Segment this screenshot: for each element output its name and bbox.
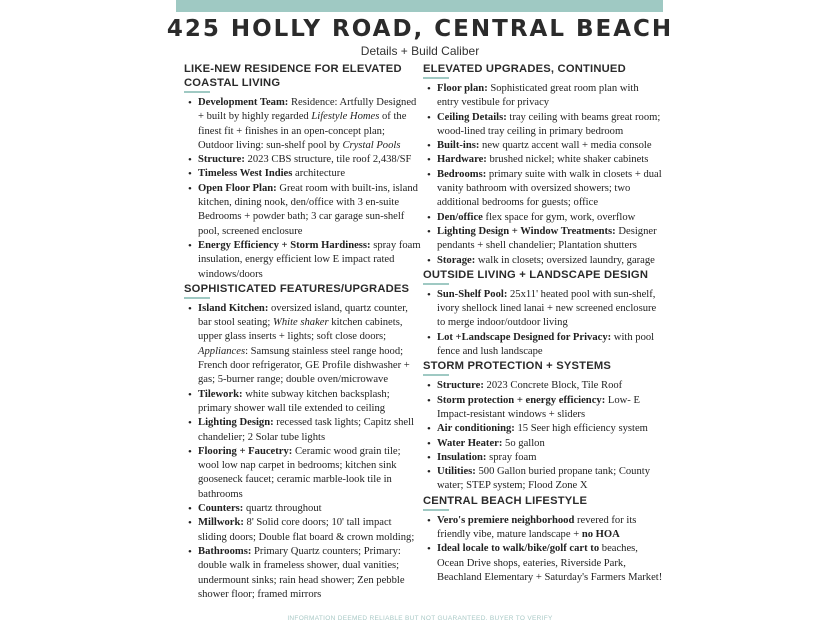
list-item bbox=[198, 96, 422, 153]
list-item bbox=[437, 82, 663, 111]
item-text: Designer pendants + shell chandelier; Plantation shutters bbox=[437, 225, 657, 252]
item-text: 2023 CBS structure, tile roof 2,438/SF bbox=[244, 154, 412, 166]
heading-underline bbox=[423, 283, 449, 285]
left-column bbox=[184, 62, 422, 602]
item-text: revered for its friendly vibe, mature landscape + bbox=[437, 514, 637, 541]
section-heading: CENTRAL BEACH LIFESTYLE bbox=[423, 494, 588, 507]
item-label: Structure: bbox=[437, 380, 484, 392]
item-label: Counters: bbox=[198, 503, 244, 515]
item-label: Insulation: bbox=[437, 451, 487, 463]
list-item bbox=[198, 445, 422, 502]
item-label: no HOA bbox=[581, 529, 620, 541]
item-text: Residence: Artfully Designed + built by highly regarded bbox=[198, 97, 417, 123]
item-label: Storm protection + energy efficiency: bbox=[437, 394, 606, 406]
list-item bbox=[198, 167, 422, 181]
heading-underline bbox=[423, 509, 449, 511]
item-text: tray ceiling with beams great room; wood-lined tray ceiling in primary bedroom bbox=[437, 111, 661, 137]
list-item bbox=[198, 182, 422, 239]
list-item bbox=[437, 437, 663, 451]
item-text: walk in closets; oversized laundry, garage bbox=[475, 254, 655, 266]
item-label: Tilework: bbox=[198, 388, 243, 400]
heading-underline bbox=[423, 374, 449, 376]
item-label: Ideal locale to walk/bike/golf cart to bbox=[437, 543, 600, 555]
item-label: Sun-Shelf Pool: bbox=[437, 288, 508, 300]
section-heading: LIKE-NEW RESIDENCE FOR ELEVATED COASTAL LIVING bbox=[184, 63, 402, 89]
item-text: Primary Quartz counters; Primary: double walk in frameless shower, dual vanities; undermount sinks; rain head shower; Zen pebble shower floor; framed mirrors bbox=[198, 545, 405, 600]
list-item bbox=[198, 502, 422, 516]
item-text: architecture bbox=[292, 168, 346, 180]
item-label: Vero's premiere neighborhood bbox=[437, 514, 575, 526]
item-text: recessed task lights; Capitz shell chandelier; 2 Solar tube lights bbox=[198, 417, 414, 443]
item-label: Lighting Design + Window Treatments: bbox=[437, 225, 616, 237]
item-text: flex space for gym, work, overflow bbox=[482, 211, 636, 223]
page-subtitle: Details + Build Caliber bbox=[360, 44, 480, 58]
item-text: Low- E Impact-resistant windows + sliders bbox=[437, 394, 640, 420]
section-heading: ELEVATED UPGRADES, CONTINUED bbox=[423, 63, 626, 75]
item-text: new quartz accent wall + media console bbox=[479, 140, 652, 152]
item-label: Ceiling Details: bbox=[437, 111, 507, 123]
heading-underline bbox=[423, 77, 449, 79]
item-label: Lighting Design: bbox=[198, 417, 274, 429]
list-item bbox=[198, 153, 422, 167]
list-item bbox=[437, 422, 663, 436]
item-text: Great room with built-ins, island kitchen, dining nook, den/office with 3 en-suite Bedrooms + powder bath; 3 car garage sun-shelf pool, screened enclosure bbox=[198, 182, 418, 237]
list-item bbox=[437, 379, 663, 393]
item-text: brushed nickel; white shaker cabinets bbox=[486, 154, 649, 166]
item-text: oversized island, quartz counter, bar stool seating; bbox=[198, 302, 408, 329]
list-item bbox=[437, 465, 663, 494]
list-item bbox=[437, 514, 663, 543]
item-text: 2023 Concrete Block, Tile Roof bbox=[483, 380, 623, 392]
item-text: spray foam bbox=[486, 451, 537, 463]
list-item bbox=[437, 111, 663, 140]
bullet-list bbox=[184, 302, 422, 602]
item-text: kitchen cabinets, upper glass inserts + lights; soft close doors; bbox=[198, 317, 403, 343]
heading-underline bbox=[184, 297, 210, 299]
section bbox=[423, 494, 663, 585]
item-label: Lot +Landscape Designed for Privacy: bbox=[437, 331, 612, 343]
item-text: 8' Solid core doors; 10' tall impact sliding doors; Double flat board & crown molding; bbox=[198, 517, 415, 543]
bullet-list bbox=[423, 379, 663, 493]
bullet-list bbox=[423, 82, 663, 268]
item-label: Built-ins: bbox=[437, 140, 480, 152]
list-item bbox=[198, 416, 422, 445]
list-item bbox=[437, 288, 663, 331]
item-text: 25x11' heated pool with sun-shelf, ivory shellock lined lanai + new screened enclosure to merge indoor/outdoor living bbox=[437, 288, 657, 329]
item-text: with pool fence and lush landscape bbox=[437, 331, 655, 358]
item-label: Water Heater: bbox=[437, 437, 503, 449]
list-item bbox=[437, 225, 663, 254]
item-text: white subway kitchen backsplash; primary shower wall tile extended to ceiling bbox=[198, 388, 390, 414]
section-heading: OUTSIDE LIVING + LANDSCAPE DESIGN bbox=[423, 268, 649, 281]
item-label: Millwork: bbox=[198, 517, 244, 529]
item-text: of the finest fit + finishes in an open-concept plan; Outdoor living: sun-shelf pool by bbox=[198, 111, 407, 151]
list-item bbox=[437, 139, 663, 153]
item-label: Flooring + Faucetry: bbox=[198, 445, 293, 457]
item-label: Island Kitchen: bbox=[198, 302, 269, 314]
item-text: Appliances bbox=[198, 345, 246, 357]
list-item bbox=[198, 239, 422, 282]
item-label: Floor plan: bbox=[437, 83, 488, 94]
section-heading: SOPHISTICATED FEATURES/UPGRADES bbox=[184, 282, 410, 295]
list-item bbox=[198, 388, 422, 417]
item-label: Utilities: bbox=[437, 466, 476, 478]
bullet-list bbox=[423, 514, 663, 585]
item-text: Ceramic wood grain tile; wool low nap carpet in bedrooms; kitchen sink gooseneck faucet; ceramic marble-look tile in bathrooms bbox=[198, 445, 401, 500]
item-text: 5o gallon bbox=[502, 437, 545, 449]
item-text: 15 Seer high efficiency system bbox=[514, 423, 648, 435]
item-label: Hardware: bbox=[437, 154, 487, 166]
right-column bbox=[423, 62, 663, 585]
list-item bbox=[437, 331, 663, 360]
section bbox=[423, 268, 663, 359]
footer-disclaimer: INFORMATION DEEMED RELIABLE BUT NOT GUARANTEED. BUYER TO VERIFY bbox=[287, 615, 553, 622]
item-label: Bedrooms: bbox=[437, 168, 487, 180]
item-text: Crystal Pools bbox=[342, 139, 401, 151]
item-label: Storage: bbox=[437, 254, 476, 266]
list-item bbox=[198, 545, 422, 602]
item-text: : Samsung stainless steel range hood; French door refrigerator, GE Profile dishwasher + gas; 5-burner range; double oven/microwave bbox=[198, 345, 410, 386]
heading-underline bbox=[184, 91, 210, 93]
section bbox=[423, 359, 663, 493]
list-item bbox=[437, 542, 663, 585]
item-text: Lifestyle Homes bbox=[311, 111, 380, 123]
list-item bbox=[437, 394, 663, 423]
item-label: Air conditioning: bbox=[437, 423, 515, 435]
item-text: primary suite with walk in closets + dual vanity bathroom with oversized showers; two additional bedrooms for guests; office bbox=[437, 168, 662, 209]
item-label: Structure: bbox=[198, 154, 245, 166]
page-title: 425 HOLLY ROAD, CENTRAL BEACH bbox=[166, 16, 674, 42]
list-item bbox=[437, 168, 663, 211]
item-label: Den/office bbox=[437, 211, 483, 223]
item-text: 500 Gallon buried propane tank; County water; STEP system; Flood Zone X bbox=[437, 466, 651, 492]
bullet-list bbox=[423, 288, 663, 359]
list-item bbox=[437, 153, 663, 167]
item-text: spray foam insulation, energy efficient low E impact rated windows/doors bbox=[198, 239, 421, 280]
item-text: White shaker bbox=[273, 317, 329, 329]
section-heading: STORM PROTECTION + SYSTEMS bbox=[423, 360, 612, 373]
item-label: Bathrooms: bbox=[198, 545, 252, 557]
bullet-list bbox=[184, 96, 422, 282]
list-item bbox=[198, 302, 422, 388]
item-text: beaches, Ocean Drive shops, eateries, Riverside Park, Beachland Elementary + Saturday's Farmers Market! bbox=[437, 543, 663, 583]
list-item bbox=[198, 516, 422, 545]
list-item bbox=[437, 451, 663, 465]
item-label: Development Team: bbox=[198, 97, 289, 108]
section bbox=[184, 282, 422, 602]
item-label: Open Floor Plan: bbox=[198, 182, 277, 194]
section bbox=[184, 62, 422, 282]
item-text: Sophisticated great room plan with entry vestibule for privacy bbox=[437, 83, 639, 109]
list-item bbox=[437, 211, 663, 225]
section bbox=[423, 62, 663, 268]
list-item bbox=[437, 254, 663, 268]
item-label: Energy Efficiency + Storm Hardiness: bbox=[198, 239, 371, 251]
top-accent-bar bbox=[176, 0, 663, 12]
item-text: quartz throughout bbox=[243, 503, 322, 515]
item-label: Timeless West Indies bbox=[198, 168, 293, 180]
